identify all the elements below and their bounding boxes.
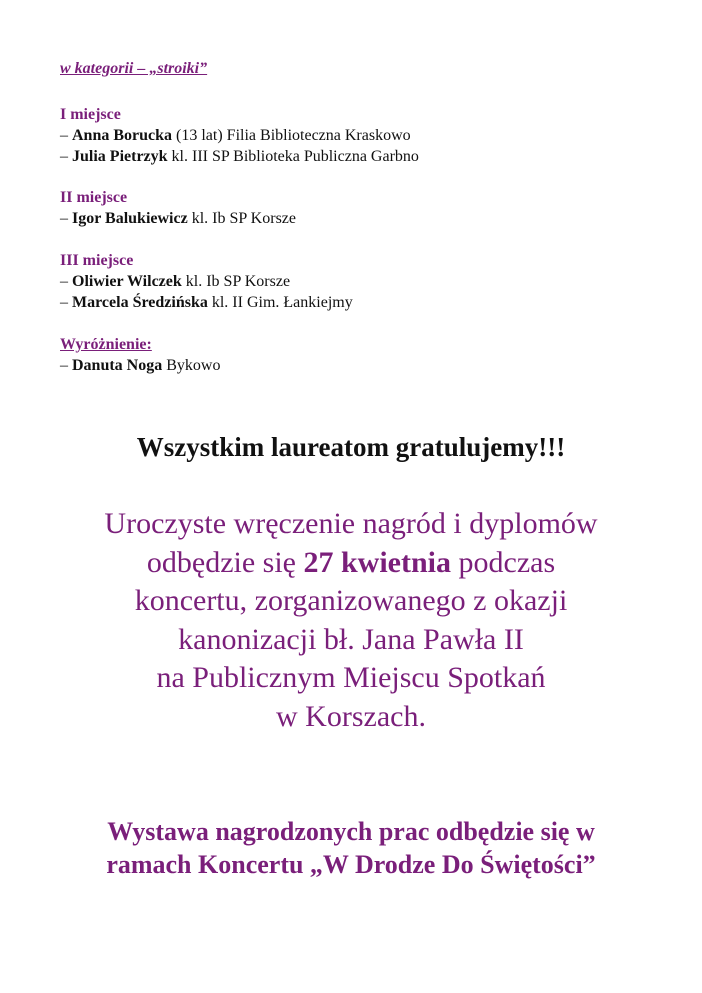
ceremony-text: odbędzie się: [146, 545, 304, 579]
ceremony-text: podczas: [451, 545, 556, 579]
first-place-section: [60, 104, 419, 167]
entry-detail: kl. Ib SP Korsze: [181, 273, 291, 290]
list-item: [60, 146, 419, 167]
ceremony-line: kanonizacji bł. Jana Pawła II: [178, 622, 524, 656]
entry-detail: kl. Ib SP Korsze: [187, 210, 296, 227]
ceremony-announcement: [0, 505, 702, 737]
entry-name: Anna Borucka: [72, 127, 173, 144]
ceremony-line: w Korszach.: [276, 699, 426, 733]
entry-dash: –: [60, 127, 72, 144]
second-place-heading: II miejsce: [60, 189, 128, 206]
entry-detail: kl. II Gim. Łankiejmy: [207, 294, 353, 311]
entry-dash: –: [60, 210, 72, 227]
entry-dash: –: [60, 357, 72, 374]
entry-dash: –: [60, 294, 72, 311]
second-place-section: [60, 187, 296, 229]
list-item: [60, 208, 296, 229]
entry-name: Oliwier Wilczek: [72, 273, 182, 290]
first-place-heading: I miejsce: [60, 106, 121, 123]
third-place-section: [60, 250, 353, 313]
distinction-heading: Wyróżnienie:: [60, 336, 152, 353]
list-item: [60, 125, 419, 146]
congratulations-heading: Wszystkim laureatom gratulujemy!!!: [136, 432, 566, 462]
entry-name: Marcela Średzińska: [72, 294, 208, 311]
ceremony-line: koncertu, zorganizowanego z okazji: [134, 584, 568, 618]
exhibition-line: ramach Koncertu „W Drodze Do Świętości”: [106, 850, 596, 879]
entry-name: Igor Balukiewicz: [72, 210, 188, 227]
third-place-heading: III miejsce: [60, 252, 134, 269]
ceremony-line: [0, 544, 702, 583]
ceremony-line: Uroczyste wręczenie nagród i dyplomów: [104, 507, 598, 540]
entry-detail: kl. III SP Biblioteka Publiczna Garbno: [167, 148, 419, 165]
ceremony-date: 27 kwietnia: [303, 545, 451, 579]
category-heading: w kategorii – „stroiki”: [60, 60, 208, 77]
list-item: [60, 271, 353, 292]
exhibition-announcement: [0, 815, 702, 881]
entry-name: Julia Pietrzyk: [72, 148, 168, 165]
entry-name: Danuta Noga: [72, 357, 163, 374]
list-item: [60, 355, 220, 376]
exhibition-line: Wystawa nagrodzonych prac odbędzie się w: [107, 817, 595, 846]
ceremony-line: na Publicznym Miejscu Spotkań: [156, 661, 546, 695]
entry-dash: –: [60, 273, 72, 290]
list-item: [60, 292, 353, 313]
distinction-section: [60, 334, 220, 376]
entry-detail: Bykowo: [162, 357, 221, 374]
entry-detail: (13 lat) Filia Biblioteczna Kraskowo: [172, 127, 411, 144]
entry-dash: –: [60, 148, 72, 165]
